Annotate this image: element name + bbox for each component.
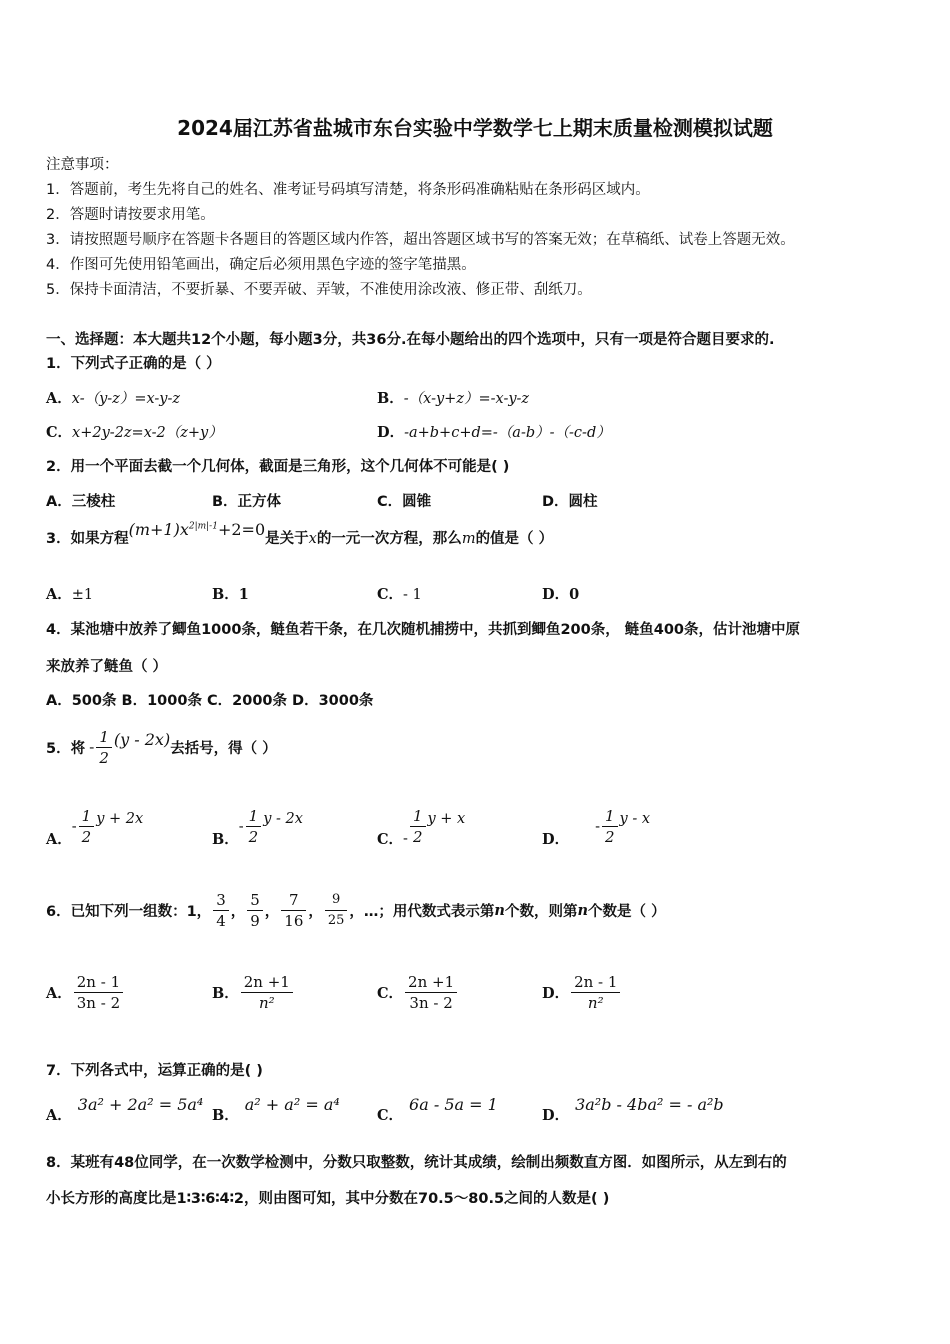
- question-3-option-a: A．±1: [46, 586, 94, 603]
- question-4-stem-line1: 4．某池塘中放养了鲫鱼1000条，鲢鱼若干条，在几次随机捕捞中，共抓到鲫鱼200条， 鲢鱼400条，估计池塘中原: [46, 622, 801, 638]
- question-3-equation: $(m+1)x^{2|m|-1}+2=0$: [128, 520, 266, 539]
- notice-heading: 注意事项：: [46, 157, 119, 173]
- question-8-stem-line2: 小长方形的高度比是1∶3∶6∶4∶2，则由图可知，其中分数在70.5～80.5之间的人数是( ): [46, 1191, 610, 1207]
- question-2-option-c: C．圆锥: [377, 494, 432, 510]
- question-7-option-d: D．3a²b - 4ba² = - a²b: [542, 1095, 724, 1124]
- notice-item: 2．答题时请按要求用笔。: [46, 207, 215, 223]
- question-8-stem-line1: 8．某班有48位同学，在一次数学检测中，分数只取整数，统计其成绩，绘制出频数直方图．如图所示，从左到右的: [46, 1155, 787, 1171]
- question-5-option-b: B．- $\frac{1}{2}$ y - 2x: [212, 807, 303, 848]
- question-6-option-c: C． $\frac{2n +1}{3n - 2}$: [377, 972, 459, 1013]
- question-7-stem: 7．下列各式中，运算正确的是( ): [46, 1063, 263, 1079]
- question-6-stem: 6．已知下列一组数：1， $\frac{3}{4}$ ， $\frac{5}{9}$ ， $\frac{7}{16}$ ， $\frac{9}{25}$ ，…；用代数式表示第n个数，则第n个数是（ ）: [46, 891, 666, 930]
- notice-item: 3．请按照题号顺序在答题卡各题目的答题区域内作答，超出答题区域书写的答案无效；在草稿纸、试卷上答题无效。: [46, 232, 795, 248]
- question-5-option-d: D．- $\frac{1}{2}$ y - x: [542, 807, 651, 848]
- notice-item: 4．作图可先使用铅笔画出，确定后必须用黑色字迹的签字笔描黑。: [46, 257, 476, 273]
- question-2-option-d: D．圆柱: [542, 494, 598, 510]
- question-6-option-b: B． $\frac{2n +1}{\text{n²}}$: [212, 972, 295, 1013]
- question-7-option-c: C．6a - 5a = 1: [377, 1095, 498, 1124]
- question-3-stem: 3．如果方程$(m+1)x^{2|m|-1}+2=0$是关于x的一元一次方程，那么m的值是（ ）: [46, 520, 554, 547]
- question-6-option-a: A． $\frac{2n - 1}{3n - 2}$: [46, 972, 125, 1013]
- question-5-stem: 5．将 - $\frac{1}{2}$ (y - 2x)去括号，得（ ）: [46, 728, 277, 767]
- question-2-option-a: A．三棱柱: [46, 494, 116, 510]
- question-4-stem-line2: 来放养了鲢鱼（ ）: [46, 659, 168, 675]
- question-7-option-b: B．a² + a² = a⁴: [212, 1095, 340, 1124]
- question-1-option-d: D．-a+b+c+d=-（a-b）-（-c-d）: [377, 424, 611, 441]
- question-3-option-d: D．0: [542, 586, 580, 603]
- question-2-stem: 2．用一个平面去截一个几何体，截面是三角形，这个几何体不可能是( ): [46, 459, 510, 475]
- notice-item: 5．保持卡面清洁，不要折暴、不要弄破、弄皱，不准使用涂改液、修正带、刮纸刀。: [46, 282, 592, 298]
- question-6-option-d: D． $\frac{2n - 1}{\text{n²}}$: [542, 972, 622, 1013]
- question-5-option-a: A．- $\frac{1}{2}$ y + 2x: [46, 807, 144, 848]
- fraction: $\frac{1}{2}$: [96, 727, 112, 768]
- question-3-option-b: B．1: [212, 586, 249, 603]
- question-1-option-b: B．-（x-y+z）=-x-y-z: [377, 390, 530, 407]
- question-7-option-a: A．3a² + 2a² = 5a⁴: [46, 1095, 204, 1124]
- section-heading: 一、选择题：本大题共12个小题，每小题3分，共36分.在每小题给出的四个选项中，只有一项是符合题目要求的.: [46, 332, 775, 348]
- question-2-option-b: B．正方体: [212, 494, 282, 510]
- notice-item: 1．答题前，考生先将自己的姓名、准考证号码填写清楚，将条形码准确粘贴在条形码区域内。: [46, 182, 650, 198]
- question-1-stem: 1．下列式子正确的是（ ）: [46, 356, 221, 372]
- question-1-option-a: A．x-（y-z）=x-y-z: [46, 390, 181, 407]
- question-4-options: A．500条 B．1000条 C．2000条 D．3000条: [46, 693, 374, 709]
- question-1-option-c: C．x+2y-2z=x-2（z+y）: [46, 424, 223, 441]
- page-title: 2024届江苏省盐城市东台实验中学数学七上期末质量检测模拟试题: [177, 116, 773, 140]
- question-3-option-c: C．- 1: [377, 586, 422, 603]
- question-5-option-c: C．- $\frac{1}{2}$ y + x: [377, 807, 466, 848]
